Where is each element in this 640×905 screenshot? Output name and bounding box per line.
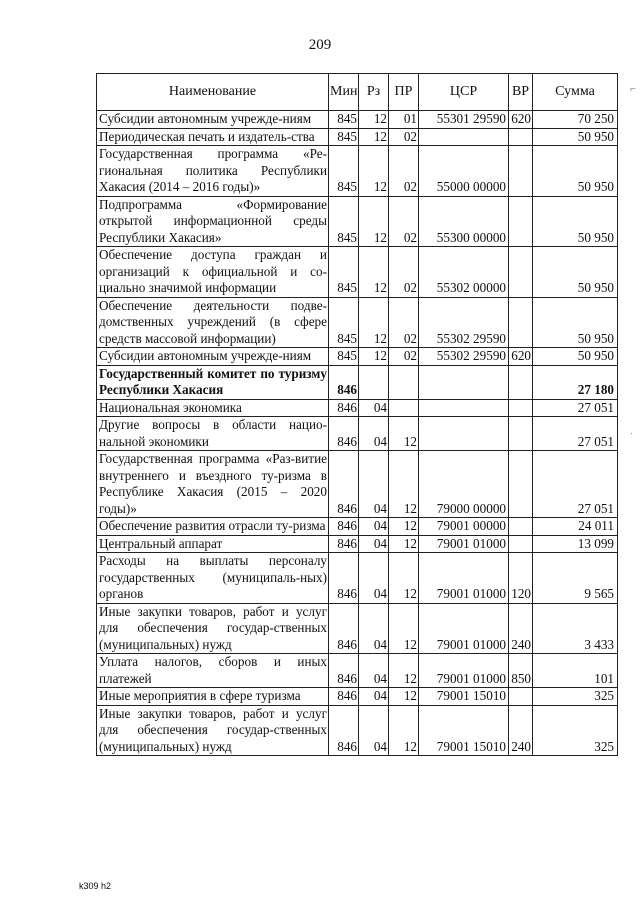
cell-csr: 79001 15010: [419, 688, 509, 706]
cell-name: Субсидии автономным учрежде-ниям: [97, 348, 329, 366]
cell-min: 846: [329, 603, 359, 654]
cell-csr: 55301 29590: [419, 111, 509, 129]
cell-csr: 79001 00000: [419, 518, 509, 536]
cell-csr: [419, 399, 509, 417]
cell-rz: 04: [359, 451, 389, 518]
cell-name: Иные закупки товаров, работ и услуг для обеспечения государ-ственных (муниципальных) нужд: [97, 603, 329, 654]
cell-pr: 02: [389, 297, 419, 348]
cell-sum: 24 011: [533, 518, 618, 536]
cell-rz: 04: [359, 603, 389, 654]
table-row: [97, 111, 618, 129]
cell-name: Национальная экономика: [97, 399, 329, 417]
table-row: [97, 146, 618, 197]
cell-name: Уплата налогов, сборов и иных платежей: [97, 654, 329, 688]
cell-rz: 12: [359, 297, 389, 348]
cell-csr: [419, 128, 509, 146]
cell-rz: 12: [359, 247, 389, 298]
header-name: Наименование: [97, 74, 329, 111]
cell-sum: 13 099: [533, 535, 618, 553]
cell-vr: [509, 451, 533, 518]
table-row: [97, 553, 618, 604]
cell-rz: 12: [359, 128, 389, 146]
cell-csr: 55302 29590: [419, 348, 509, 366]
cell-name: Обеспечение развития отрасли ту-ризма: [97, 518, 329, 536]
cell-pr: 12: [389, 518, 419, 536]
cell-csr: 79000 00000: [419, 451, 509, 518]
cell-sum: 27 180: [533, 365, 618, 399]
header-vr: ВР: [509, 74, 533, 111]
cell-pr: 02: [389, 146, 419, 197]
cell-rz: 04: [359, 535, 389, 553]
cell-pr: 12: [389, 603, 419, 654]
cell-vr: 240: [509, 603, 533, 654]
cell-vr: [509, 365, 533, 399]
table-row: [97, 399, 618, 417]
table-row: [97, 128, 618, 146]
margin-mark: ⌐: [630, 84, 636, 95]
cell-vr: [509, 297, 533, 348]
cell-rz: 12: [359, 348, 389, 366]
cell-min: 846: [329, 654, 359, 688]
cell-name: Подпрограмма «Формирование открытой информационной среды Республики Хакасия»: [97, 196, 329, 247]
cell-rz: 04: [359, 518, 389, 536]
cell-rz: 04: [359, 553, 389, 604]
table-row: [97, 365, 618, 399]
cell-sum: 50 950: [533, 146, 618, 197]
cell-min: 846: [329, 365, 359, 399]
cell-sum: 3 433: [533, 603, 618, 654]
table-row: [97, 417, 618, 451]
cell-rz: 04: [359, 399, 389, 417]
cell-rz: 12: [359, 111, 389, 129]
cell-sum: 27 051: [533, 417, 618, 451]
document-footer-code: k309 h2: [79, 881, 112, 891]
cell-min: 845: [329, 247, 359, 298]
table-row: [97, 654, 618, 688]
cell-csr: 79001 15010: [419, 705, 509, 756]
cell-name: Центральный аппарат: [97, 535, 329, 553]
cell-min: 845: [329, 111, 359, 129]
cell-vr: [509, 399, 533, 417]
cell-min: 846: [329, 705, 359, 756]
cell-name: Периодическая печать и издатель-ства: [97, 128, 329, 146]
cell-sum: 325: [533, 688, 618, 706]
cell-name: Субсидии автономным учрежде-ниям: [97, 111, 329, 129]
table-row: [97, 705, 618, 756]
margin-mark: ·: [630, 428, 634, 439]
cell-csr: [419, 417, 509, 451]
cell-vr: [509, 518, 533, 536]
cell-rz: [359, 365, 389, 399]
cell-vr: 620: [509, 111, 533, 129]
cell-pr: 12: [389, 451, 419, 518]
cell-vr: [509, 128, 533, 146]
header-pr: ПР: [389, 74, 419, 111]
cell-sum: 9 565: [533, 553, 618, 604]
header-min: Мин: [329, 74, 359, 111]
cell-pr: 02: [389, 128, 419, 146]
cell-csr: 55302 29590: [419, 297, 509, 348]
cell-pr: [389, 365, 419, 399]
cell-sum: 50 950: [533, 348, 618, 366]
cell-min: 846: [329, 399, 359, 417]
table-row: [97, 297, 618, 348]
cell-min: 846: [329, 688, 359, 706]
cell-pr: 12: [389, 553, 419, 604]
cell-sum: 27 051: [533, 451, 618, 518]
cell-vr: [509, 417, 533, 451]
cell-min: 845: [329, 196, 359, 247]
header-csr: ЦСР: [419, 74, 509, 111]
cell-pr: 12: [389, 417, 419, 451]
cell-name: Государственная программа «Ре-гиональная политика Республики Хакасия (2014 – 2016 годы)»: [97, 146, 329, 197]
table-row: [97, 603, 618, 654]
cell-rz: 04: [359, 705, 389, 756]
table-row: [97, 535, 618, 553]
cell-name: Обеспечение доступа граждан и организаций к официальной и со-циально значимой информации: [97, 247, 329, 298]
cell-sum: 325: [533, 705, 618, 756]
table-header-row: [97, 74, 618, 111]
cell-rz: 04: [359, 654, 389, 688]
budget-table-container: [96, 73, 617, 756]
cell-vr: 850: [509, 654, 533, 688]
cell-min: 846: [329, 417, 359, 451]
cell-sum: 50 950: [533, 297, 618, 348]
cell-name: Расходы на выплаты персоналу государственных (муниципаль-ных) органов: [97, 553, 329, 604]
cell-csr: 79001 01000: [419, 553, 509, 604]
cell-pr: 12: [389, 705, 419, 756]
cell-csr: 55300 00000: [419, 196, 509, 247]
cell-min: 845: [329, 128, 359, 146]
table-row: [97, 451, 618, 518]
table-row: [97, 348, 618, 366]
table-row: [97, 518, 618, 536]
cell-min: 846: [329, 451, 359, 518]
budget-table: [96, 73, 618, 756]
table-body: [97, 111, 618, 756]
cell-sum: 50 950: [533, 196, 618, 247]
cell-sum: 70 250: [533, 111, 618, 129]
table-row: [97, 247, 618, 298]
cell-csr: 79001 01000: [419, 535, 509, 553]
cell-rz: 04: [359, 688, 389, 706]
cell-min: 846: [329, 553, 359, 604]
cell-name: Иные мероприятия в сфере туризма: [97, 688, 329, 706]
cell-pr: 12: [389, 688, 419, 706]
cell-name: Обеспечение деятельности подве-домственных учреждений (в сфере средств массовой информации): [97, 297, 329, 348]
cell-sum: 101: [533, 654, 618, 688]
cell-name: Государственный комитет по туризму Республики Хакасия: [97, 365, 329, 399]
page-number: 209: [308, 37, 332, 53]
cell-pr: 02: [389, 196, 419, 247]
cell-csr: [419, 365, 509, 399]
cell-csr: 79001 01000: [419, 654, 509, 688]
cell-rz: 12: [359, 196, 389, 247]
cell-vr: [509, 146, 533, 197]
cell-rz: 12: [359, 146, 389, 197]
cell-vr: [509, 688, 533, 706]
cell-vr: 620: [509, 348, 533, 366]
cell-name: Другие вопросы в области нацио-нальной экономики: [97, 417, 329, 451]
cell-name: Государственная программа «Раз-витие внутреннего и въездного ту-ризма в Республике Хакасия (2015 – 2020 годы)»: [97, 451, 329, 518]
cell-min: 846: [329, 535, 359, 553]
header-sum: Сумма: [533, 74, 618, 111]
cell-csr: 55302 00000: [419, 247, 509, 298]
cell-pr: 02: [389, 247, 419, 298]
cell-pr: 02: [389, 348, 419, 366]
cell-pr: 12: [389, 535, 419, 553]
cell-csr: 79001 01000: [419, 603, 509, 654]
cell-csr: 55000 00000: [419, 146, 509, 197]
cell-vr: [509, 196, 533, 247]
cell-min: 846: [329, 518, 359, 536]
cell-sum: 50 950: [533, 128, 618, 146]
header-rz: Рз: [359, 74, 389, 111]
cell-rz: 04: [359, 417, 389, 451]
cell-pr: [389, 399, 419, 417]
cell-vr: [509, 535, 533, 553]
cell-min: 845: [329, 297, 359, 348]
cell-vr: [509, 247, 533, 298]
table-row: [97, 688, 618, 706]
cell-sum: 27 051: [533, 399, 618, 417]
cell-min: 845: [329, 146, 359, 197]
table-row: [97, 196, 618, 247]
cell-sum: 50 950: [533, 247, 618, 298]
cell-pr: 12: [389, 654, 419, 688]
cell-min: 845: [329, 348, 359, 366]
cell-pr: 01: [389, 111, 419, 129]
cell-vr: 240: [509, 705, 533, 756]
cell-vr: 120: [509, 553, 533, 604]
cell-name: Иные закупки товаров, работ и услуг для обеспечения государ-ственных (муниципальных) нужд: [97, 705, 329, 756]
